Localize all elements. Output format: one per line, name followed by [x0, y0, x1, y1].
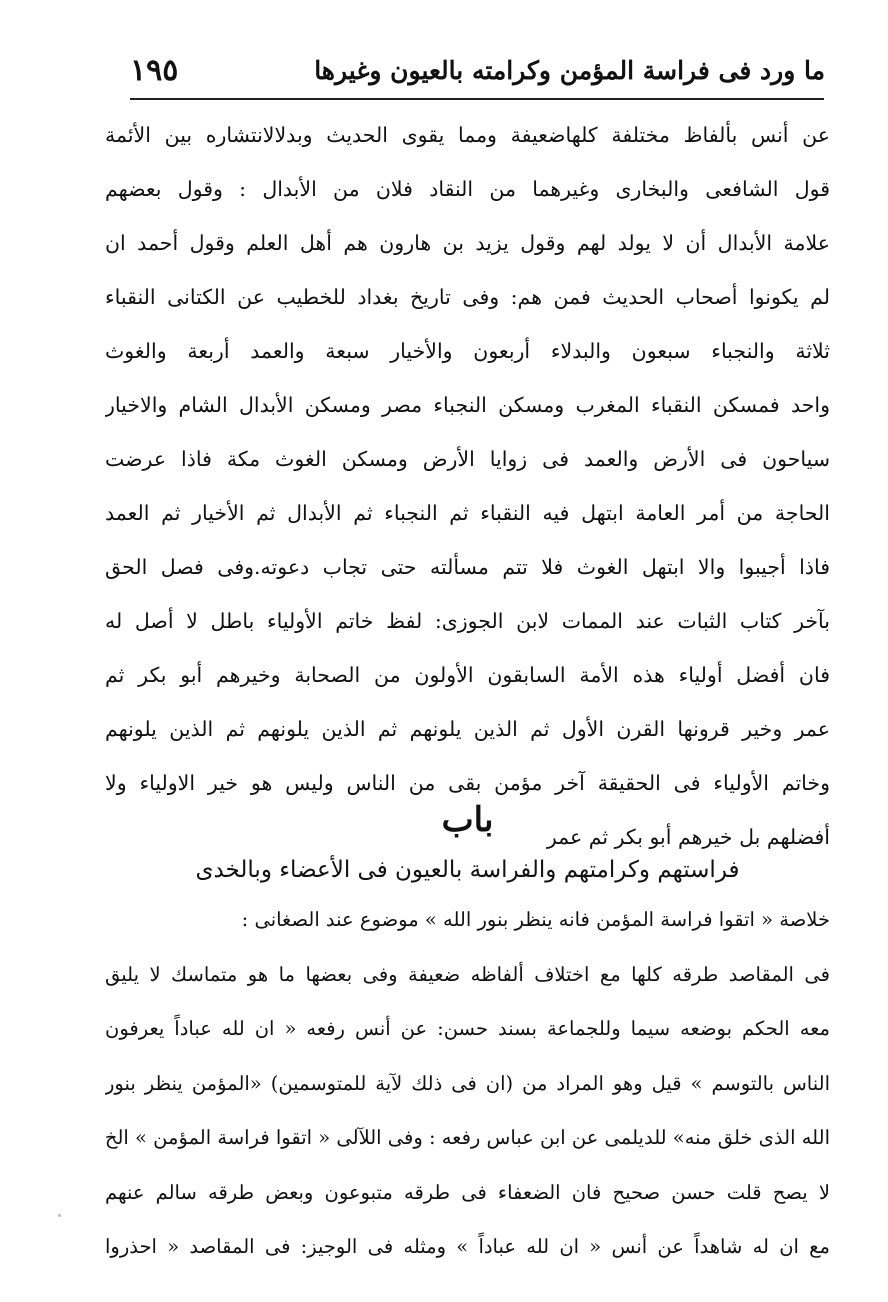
chapter-subtitle: فراستهم وكرامتهم والفراسة بالعيون فى الأعضاء وبالخدى — [195, 857, 740, 883]
text-line: مع ان له شاهداً عن أنس « ان لله عباداً » ومثله فى الوجيز: فى المقاصد « احذروا — [105, 1235, 830, 1258]
text-line: عمر وخير قرونها القرن الأول ثم الذين يلونهم ثم الذين يلونهم ثم الذين يلونهم — [105, 717, 830, 741]
text-line: الحاجة من أمر العامة ابتهل فيه النقباء ثم النجباء ثم الأبدال ثم الأخيار ثم العمد — [105, 501, 830, 525]
paragraph-1 — [105, 108, 830, 864]
text-line: واحد فمسكن النقباء المغرب ومسكن النجباء مصر ومسكن الأبدال الشام والاخيار — [105, 393, 830, 417]
text-line: ثلاثة والنجباء سبعون والبدلاء أربعون والأخيار سبعة والعمد أربعة والغوث — [105, 339, 830, 363]
text-line: لا يصح قلت حسن صحيح فان الضعفاء فى طرقه متبوعون وبعض طرقه سالم عنهم — [105, 1180, 830, 1204]
text-line: الله الذى خلق منه» للديلمى عن ابن عباس رفعه : وفى اللآلى « اتقوا فراسة المؤمن » الخ — [105, 1126, 830, 1149]
text-line: فاذا أجيبوا والا ابتهل الغوث فلا تتم مسألته حتى تجاب دعوته.وفى فصل الحق — [105, 555, 830, 579]
header-rule — [130, 98, 824, 100]
text-line: خلاصة « اتقوا فراسة المؤمن فانه ينظر بنور الله » موضوع عند الصغانى : — [241, 908, 830, 931]
text-line: فان أفضل أولياء هذه الأمة السابقون الأولون من الصحابة وخيرهم أبو بكر ثم — [105, 663, 830, 687]
text-line: الناس بالتوسم » قيل وهو المراد من (ان فى ذلك لآية للمتوسمين) «المؤمن ينظر بنور — [105, 1071, 830, 1095]
paragraph-2 — [105, 893, 830, 1275]
text-line: علامة الأبدال أن لا يولد لهم وقول يزيد بن هارون هم أهل العلم وقول أحمد ان — [105, 231, 830, 255]
text-line: عن أنس بألفاظ مختلفة كلهاضعيفة ومما يقوى الحديث وبدلالانتشاره بين الأئمة — [105, 123, 830, 147]
text-line: سياحون فى الأرض والعمد فى زوايا الأرض ومسكن الغوث مكة فاذا عرضت — [105, 447, 830, 471]
text-line: معه الحكم بوضعه سيما وللجماعة بسند حسن: عن أنس رفعه « ان لله عباداً يعرفون — [105, 1017, 830, 1040]
margin-speck — [58, 1214, 61, 1217]
text-line: قول الشافعى والبخارى وغيرهما من النقاد فلان من الأبدال : وقول بعضهم — [105, 177, 830, 201]
running-title: ما ورد فى فراسة المؤمن وكرامته بالعيون وغيرها — [314, 55, 825, 85]
text-line: بآخر كتاب الثبات عند الممات لابن الجوزى: لفظ خاتم الأولياء باطل لا أصل له — [105, 609, 830, 633]
text-line: أفضلهم بل خيرهم أبو بكر ثم عمر — [546, 825, 830, 849]
chapter-heading: باب — [441, 800, 494, 840]
text-line: لم يكونوا أصحاب الحديث فمن هم: وفى تاريخ بغداد للخطيب عن الكتانى النقباء — [105, 285, 830, 309]
text-line: وخاتم الأولياء فى الحقيقة آخر مؤمن بقى من الناس وليس هو خير الاولياء ولا — [105, 771, 830, 795]
page-number: ١٩٥ — [130, 52, 179, 88]
page-header — [130, 48, 825, 92]
text-line: فى المقاصد طرقه كلها مع اختلاف ألفاظه ضعيفة وفى بعضها ما هو متماسك لا يليق — [105, 962, 830, 986]
